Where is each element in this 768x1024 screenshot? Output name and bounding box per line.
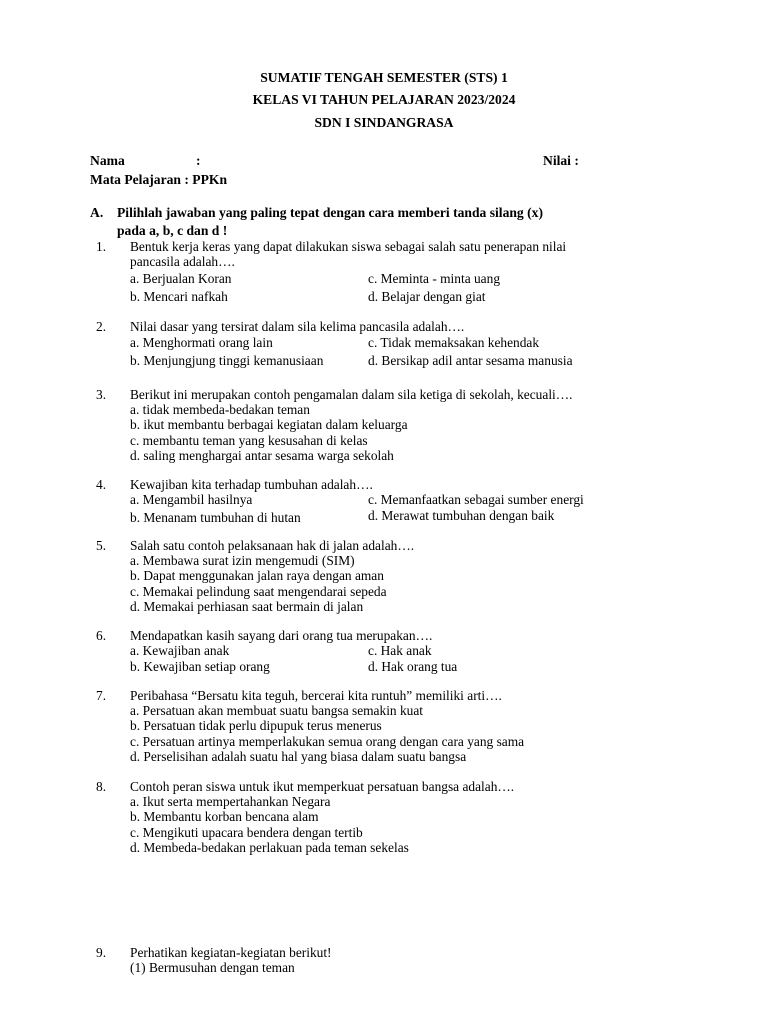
option-d: d. Belajar dengan giat — [368, 289, 486, 305]
subject-label: Mata Pelajaran : PPKn — [90, 172, 228, 187]
option-b: b. Persatuan tidak perlu dipupuk terus menerus — [130, 718, 382, 734]
question-number: 8. — [96, 779, 107, 794]
option-a: a. Kewajiban anak — [130, 643, 230, 659]
option-b: b. Mencari nafkah — [130, 289, 228, 305]
option-b: b. Menanam tumbuhan di hutan — [130, 510, 301, 526]
name-colon: : — [196, 153, 201, 168]
option-d: d. Memakai perhiasan saat bermain di jalan — [130, 598, 364, 614]
activity-item-1: (1) Bermusuhan dengan teman — [130, 960, 295, 976]
instruction-line-2: pada a, b, c dan d ! — [117, 223, 228, 238]
class-year-title: KELAS VI TAHUN PELAJARAN 2023/2024 — [252, 92, 516, 107]
question-number: 7. — [96, 688, 107, 703]
option-a: a. Berjualan Koran — [130, 271, 232, 287]
option-a: a. Mengambil hasilnya — [130, 492, 253, 508]
question-stem: Peribahasa “Bersatu kita teguh, bercerai kita runtuh” memiliki arti…. — [130, 688, 502, 703]
option-a: a. Ikut serta mempertahankan Negara — [130, 794, 331, 810]
question-stem: Kewajiban kita terhadap tumbuhan adalah…. — [130, 477, 373, 492]
question-stem: Salah satu contoh pelaksanaan hak di jalan adalah…. — [130, 538, 415, 553]
question-number: 3. — [96, 387, 107, 402]
question-number: 2. — [96, 319, 107, 334]
option-c: c. membantu teman yang kesusahan di kelas — [130, 432, 368, 448]
option-d: d. Hak orang tua — [368, 659, 458, 675]
option-a: a. Menghormati orang lain — [130, 335, 273, 351]
instruction-line-1: Pilihlah jawaban yang paling tepat dengan cara memberi tanda silang (x) — [117, 205, 543, 220]
option-c: c. Mengikuti upacara bendera dengan tertib — [130, 824, 363, 840]
option-c: c. Hak anak — [368, 643, 432, 659]
option-d: d. saling menghargai antar sesama warga sekolah — [130, 447, 394, 463]
option-c: c. Memakai pelindung saat mengendarai sepeda — [130, 583, 387, 599]
question-number: 6. — [96, 628, 107, 643]
option-d: d. Perselisihan adalah suatu hal yang biasa dalam suatu bangsa — [130, 748, 467, 764]
question-stem: Berikut ini merupakan contoh pengamalan dalam sila ketiga di sekolah, kecuali…. — [130, 387, 573, 402]
question-number: 5. — [96, 538, 107, 553]
option-b: b. Dapat menggunakan jalan raya dengan aman — [130, 568, 384, 584]
school-name: SDN I SINDANGRASA — [314, 115, 454, 130]
question-number: 9. — [96, 945, 107, 960]
question-stem-cont: pancasila adalah…. — [130, 254, 235, 270]
option-a: a. Persatuan akan membuat suatu bangsa semakin kuat — [130, 703, 424, 719]
option-d: d. Bersikap adil antar sesama manusia — [368, 353, 573, 369]
option-d: d. Merawat tumbuhan dengan baik — [368, 508, 555, 524]
option-c: c. Meminta - minta uang — [368, 271, 501, 287]
option-b: b. Membantu korban bencana alam — [130, 809, 319, 825]
option-b: b. Menjungjung tinggi kemanusiaan — [130, 353, 324, 369]
question-stem: Nilai dasar yang tersirat dalam sila kelima pancasila adalah…. — [130, 319, 465, 334]
option-a: a. Membawa surat izin mengemudi (SIM) — [130, 553, 355, 569]
section-letter: A. — [90, 205, 104, 220]
score-label: Nilai : — [543, 153, 579, 168]
option-b: b. Kewajiban setiap orang — [130, 659, 270, 675]
question-stem: Contoh peran siswa untuk ikut memperkuat persatuan bangsa adalah…. — [130, 779, 515, 794]
option-c: c. Tidak memaksakan kehendak — [368, 335, 540, 351]
question-stem: Perhatikan kegiatan-kegiatan berikut! — [130, 945, 332, 960]
option-a: a. tidak membeda-bedakan teman — [130, 402, 310, 418]
name-label: Nama — [90, 153, 125, 168]
question-number: 4. — [96, 477, 107, 492]
exam-title: SUMATIF TENGAH SEMESTER (STS) 1 — [260, 70, 508, 85]
option-d: d. Membeda-bedakan perlakuan pada teman sekelas — [130, 839, 409, 855]
option-c: c. Memanfaatkan sebagai sumber energi — [368, 492, 584, 508]
option-c: c. Persatuan artinya memperlakukan semua orang dengan cara yang sama — [130, 733, 525, 749]
option-b: b. ikut membantu berbagai kegiatan dalam keluarga — [130, 417, 408, 433]
question-stem: Bentuk kerja keras yang dapat dilakukan siswa sebagai salah satu penerapan nilai — [130, 239, 567, 254]
question-stem: Mendapatkan kasih sayang dari orang tua merupakan…. — [130, 628, 433, 643]
question-number: 1. — [96, 239, 107, 254]
